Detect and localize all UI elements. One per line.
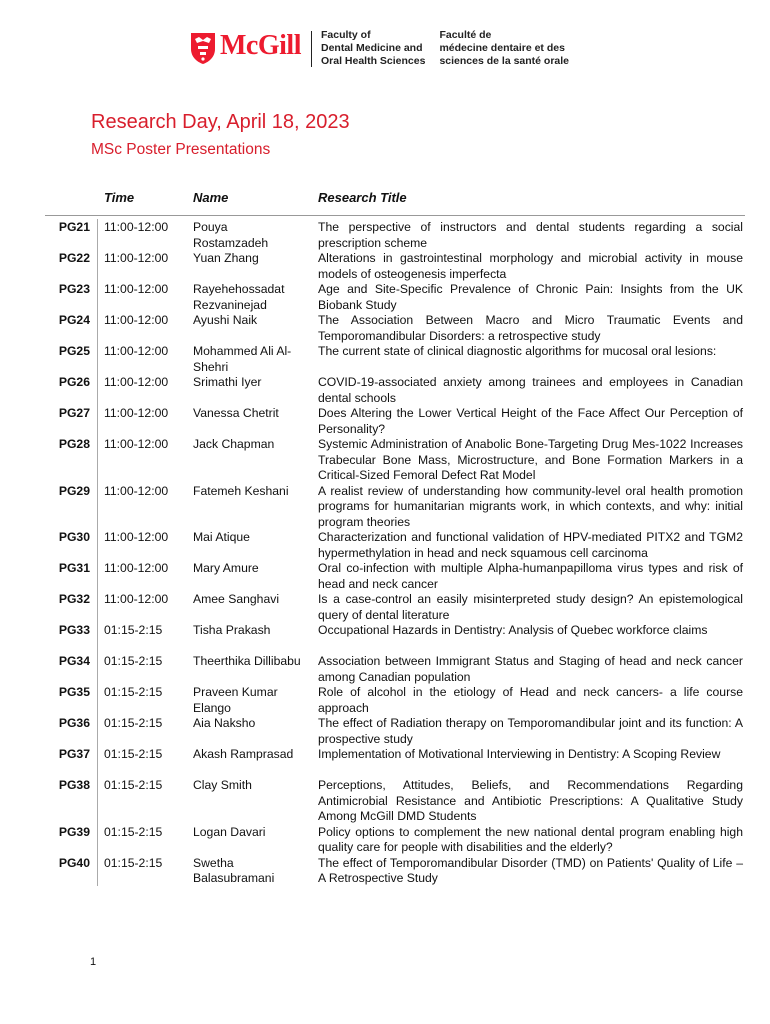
- row-time: 11:00-12:00: [104, 592, 169, 606]
- row-code: PG40: [58, 855, 90, 870]
- table-row: [0, 747, 770, 778]
- row-research-title: Alterations in gastrointestinal morphology and microbial activity in mouse models of osteogenesis imperfecta: [318, 251, 743, 281]
- row-research-title: The effect of Radiation therapy on Temporomandibular joint and its function: A prospective study: [318, 716, 743, 746]
- row-research-title: Role of alcohol in the etiology of Head and neck cancers- a life course approach: [318, 685, 743, 715]
- table-row: [0, 530, 770, 561]
- row-presenter-name: Mary Amure: [193, 561, 259, 575]
- table-row: [0, 437, 770, 484]
- row-time: 11:00-12:00: [104, 561, 169, 575]
- table-row: [0, 685, 770, 716]
- row-time: 01:15-2:15: [104, 778, 163, 792]
- row-research-title: A realist review of understanding how community-level oral health promotion programs for humanitarian migrants work, in which contexts, and why: initial program theories: [318, 483, 743, 529]
- row-time: 01:15-2:15: [104, 623, 163, 637]
- row-code: PG27: [58, 406, 90, 420]
- row-code: PG34: [58, 654, 90, 668]
- row-code: PG25: [58, 344, 90, 358]
- row-time: 01:15-2:15: [104, 747, 163, 761]
- row-presenter-name: Vanessa Chetrit: [193, 406, 279, 420]
- page-subtitle: MSc Poster Presentations: [91, 141, 271, 158]
- row-time: 01:15-2:15: [104, 855, 163, 870]
- table-row: [0, 623, 770, 654]
- row-code: PG33: [58, 623, 90, 637]
- table-row: [0, 825, 770, 856]
- row-presenter-name: Ayushi Naik: [193, 313, 258, 327]
- row-presenter-name: Pouya Rostamzadeh: [193, 220, 269, 250]
- row-time: 11:00-12:00: [104, 483, 169, 498]
- table-row: [0, 313, 770, 344]
- row-time: 11:00-12:00: [104, 530, 169, 544]
- row-code: PG28: [58, 437, 90, 451]
- faculty-name-en: Faculty of Dental Medicine and Oral Health Sciences: [320, 29, 426, 67]
- row-research-title: Characterization and functional validation of HPV-mediated PITX2 and TGM2 hypermethylation in head and neck squamous cell carcinoma: [318, 530, 743, 560]
- row-research-title: Does Altering the Lower Vertical Height of the Face Affect Our Perception of Personality?: [318, 406, 743, 436]
- row-presenter-name: Mohammed Ali Al-Shehri: [193, 344, 292, 374]
- row-presenter-name: Swetha Balasubramani: [193, 855, 275, 885]
- row-code: PG30: [58, 530, 90, 544]
- table-row: [0, 251, 770, 282]
- row-research-title: Oral co-infection with multiple Alpha-humanpapilloma virus types and risk of head and neck cancer: [318, 561, 743, 591]
- row-presenter-name: Fatemeh Keshani: [193, 483, 289, 498]
- row-presenter-name: Mai Atique: [193, 530, 250, 544]
- row-code: PG32: [58, 592, 90, 606]
- row-presenter-name: Clay Smith: [193, 778, 252, 792]
- row-code: PG38: [58, 778, 90, 792]
- row-code: PG26: [58, 375, 90, 389]
- row-presenter-name: Praveen Kumar Elango: [193, 685, 278, 715]
- row-code: PG37: [58, 747, 90, 761]
- table-row: [0, 282, 770, 313]
- row-research-title: Occupational Hazards in Dentistry: Analysis of Quebec workforce claims: [318, 623, 708, 637]
- row-presenter-name: Amee Sanghavi: [193, 592, 280, 606]
- table-row: [0, 484, 770, 531]
- row-research-title: Policy options to complement the new national dental program enabling high quality care for people with disabilities and the elderly?: [318, 824, 743, 854]
- row-research-title: Age and Site-Specific Prevalence of Chronic Pain: Insights from the UK Biobank Study: [318, 282, 743, 312]
- row-time: 01:15-2:15: [104, 716, 163, 730]
- row-research-title: COVID-19-associated anxiety among trainees and employees in Canadian dental schools: [318, 375, 743, 405]
- table-header-divider: [45, 215, 745, 216]
- brand-name: McGill: [220, 30, 301, 61]
- row-code: PG22: [58, 251, 90, 265]
- row-time: 11:00-12:00: [104, 313, 169, 327]
- row-time: 11:00-12:00: [104, 282, 169, 296]
- row-code: PG36: [58, 716, 90, 730]
- row-code: PG29: [58, 483, 90, 498]
- row-presenter-name: Srimathi Iyer: [193, 375, 262, 389]
- column-header-title: Research Title: [318, 190, 407, 205]
- row-research-title: Implementation of Motivational Interviewing in Dentistry: A Scoping Review: [318, 747, 721, 761]
- row-time: 11:00-12:00: [104, 375, 169, 389]
- row-time: 11:00-12:00: [104, 344, 169, 358]
- row-research-title: Association between Immigrant Status and Staging of head and neck cancer among Canadian population: [318, 654, 743, 684]
- mcgill-logo: [189, 29, 569, 69]
- row-research-title: The effect of Temporomandibular Disorder (TMD) on Patients' Quality of Life – A Retrospective Study: [318, 855, 743, 885]
- table-row: [0, 220, 770, 251]
- row-code: PG39: [58, 824, 90, 839]
- row-code: PG21: [58, 220, 90, 234]
- table-row: [0, 856, 770, 887]
- row-presenter-name: Rayehehossadat Rezvaninejad: [193, 282, 285, 312]
- table-row: [0, 778, 770, 825]
- column-header-time: Time: [104, 190, 135, 205]
- row-research-title: Perceptions, Attitudes, Beliefs, and Recommendations Regarding Antimicrobial Resistance and Antibiotic Prescriptions: A Qualitative Study Among McGill DMD Students: [318, 778, 743, 823]
- table-row: [0, 344, 770, 375]
- table-row: [0, 716, 770, 747]
- row-research-title: Is a case-control an easily misinterpreted study design? An epistemological query of dental literature: [318, 592, 743, 622]
- row-code: PG31: [58, 561, 90, 575]
- table-row: [0, 592, 770, 623]
- logo-divider: [311, 31, 312, 67]
- row-presenter-name: Theerthika Dillibabu: [193, 654, 301, 668]
- row-code: PG23: [58, 282, 90, 296]
- row-research-title: The perspective of instructors and dental students regarding a social prescription scheme: [318, 220, 743, 250]
- row-time: 01:15-2:15: [104, 824, 163, 839]
- row-code: PG35: [58, 685, 90, 699]
- page-title: Research Day, April 18, 2023: [91, 111, 350, 133]
- row-time: 11:00-12:00: [104, 220, 169, 234]
- row-time: 11:00-12:00: [104, 437, 169, 451]
- table-row: [0, 561, 770, 592]
- row-time: 11:00-12:00: [104, 406, 169, 420]
- table-row: [0, 406, 770, 437]
- row-research-title: The Association Between Macro and Micro Traumatic Events and Temporomandibular Disorders: a retrospective study: [318, 313, 743, 343]
- row-time: 01:15-2:15: [104, 654, 163, 668]
- presentation-table: [0, 220, 770, 887]
- row-research-title: Systemic Administration of Anabolic Bone-Targeting Drug Mes-1022 Increases Trabecular Bone Mass, Microstructure, and Bone Formation Markers in a Critical-Sized Femoral Defect Rat Model: [318, 437, 743, 482]
- row-presenter-name: Tisha Prakash: [193, 623, 271, 637]
- table-row: [0, 654, 770, 685]
- row-presenter-name: Logan Davari: [193, 824, 266, 839]
- table-row: [0, 375, 770, 406]
- mcgill-crest-icon: [189, 31, 217, 65]
- row-presenter-name: Akash Ramprasad: [193, 747, 294, 761]
- row-time: 11:00-12:00: [104, 251, 169, 265]
- row-time: 01:15-2:15: [104, 685, 163, 699]
- row-presenter-name: Aia Naksho: [193, 716, 256, 730]
- faculty-name-fr: Faculté de médecine dentaire et des sciences de la santé orale: [439, 29, 570, 67]
- column-header-name: Name: [193, 190, 229, 205]
- row-research-title: The current state of clinical diagnostic algorithms for mucosal oral lesions:: [318, 344, 717, 358]
- row-presenter-name: Jack Chapman: [193, 437, 275, 451]
- page-number: 1: [90, 956, 97, 968]
- row-presenter-name: Yuan Zhang: [193, 251, 259, 265]
- row-code: PG24: [58, 313, 90, 327]
